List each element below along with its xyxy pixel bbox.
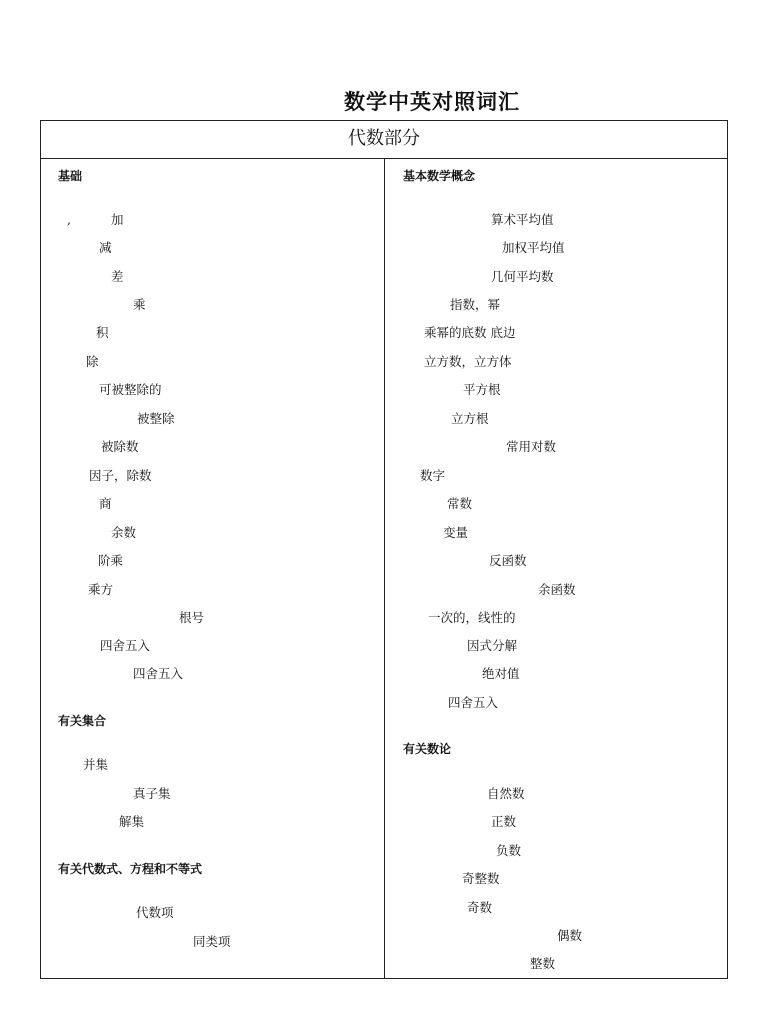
section-heading-number-theory: 有关数论 <box>403 742 452 756</box>
vocab-term: 可被整除的 <box>99 382 162 397</box>
vocab-term: 平方根 <box>463 382 501 397</box>
vocab-term: 解集 <box>119 814 145 829</box>
vocab-term: 正数 <box>491 814 517 829</box>
vocab-term: 一次的，线性的 <box>428 610 516 625</box>
vocab-term: 因式分解 <box>467 638 518 653</box>
table-header: 代数部分 <box>41 121 727 159</box>
vocab-term: 商 <box>99 496 112 511</box>
vocab-term: 余数 <box>111 525 137 540</box>
vocab-term: 负数 <box>496 843 522 858</box>
vocab-term: 阶乘 <box>98 553 124 568</box>
vocab-term: 根号 <box>179 610 205 625</box>
vocab-term: 算术平均值 <box>491 212 554 227</box>
vocab-term: 真子集 <box>133 786 171 801</box>
vocab-term: 常数 <box>447 496 473 511</box>
vocab-term: 反函数 <box>489 553 527 568</box>
vocab-term: 被除数 <box>101 439 139 454</box>
vocab-term: 同类项 <box>193 934 231 949</box>
vocab-term: 乘方 <box>88 582 114 597</box>
vocab-term: 变量 <box>443 525 469 540</box>
left-column <box>41 159 384 978</box>
vocab-term: 因子，除数 <box>89 468 152 483</box>
section-heading-algebra: 有关代数式、方程和不等式 <box>58 862 203 876</box>
vocab-term: 加权平均值 <box>502 240 565 255</box>
vocab-term: 并集 <box>83 757 109 772</box>
vocab-term: 乘幂的底数 底边 <box>424 325 516 340</box>
vocab-term: 四舍五入 <box>133 666 184 681</box>
vocab-term: 积 <box>96 325 109 340</box>
vocab-term: 减 <box>99 240 112 255</box>
term-add-comma: , <box>67 212 71 227</box>
section-heading-basics: 基础 <box>58 169 83 183</box>
vocab-term: 四舍五入 <box>100 638 151 653</box>
vocab-term: 数字 <box>420 468 446 483</box>
vocab-term: 立方根 <box>451 411 489 426</box>
vocab-term: 被整除 <box>137 411 175 426</box>
vocab-term: 除 <box>86 354 99 369</box>
vocab-term: 立方数，立方体 <box>424 354 512 369</box>
vocab-term: 乘 <box>133 297 146 312</box>
vocab-term: 四舍五入 <box>448 695 499 710</box>
vocab-term: 奇数 <box>467 900 493 915</box>
vocabulary-table <box>40 120 728 979</box>
document-title: 数学中英对照词汇 <box>344 89 520 114</box>
section-heading-sets: 有关集合 <box>58 714 107 728</box>
vocab-term: 代数项 <box>136 905 174 920</box>
vocab-term: 余函数 <box>538 582 576 597</box>
vocab-term: 自然数 <box>487 786 525 801</box>
vocab-term: 奇整数 <box>462 871 500 886</box>
right-column <box>385 159 728 978</box>
term-add-text: 加 <box>111 212 124 227</box>
section-heading-basic-concepts: 基本数学概念 <box>403 169 476 183</box>
vocab-term: 常用对数 <box>506 439 557 454</box>
vocab-term: 几何平均数 <box>491 269 554 284</box>
vocab-term: 偶数 <box>557 928 583 943</box>
vocab-term: 绝对值 <box>482 666 520 681</box>
vocab-term: 整数 <box>530 956 556 971</box>
vocab-term: 指数，幂 <box>450 297 501 312</box>
vocab-term: 差 <box>111 269 124 284</box>
